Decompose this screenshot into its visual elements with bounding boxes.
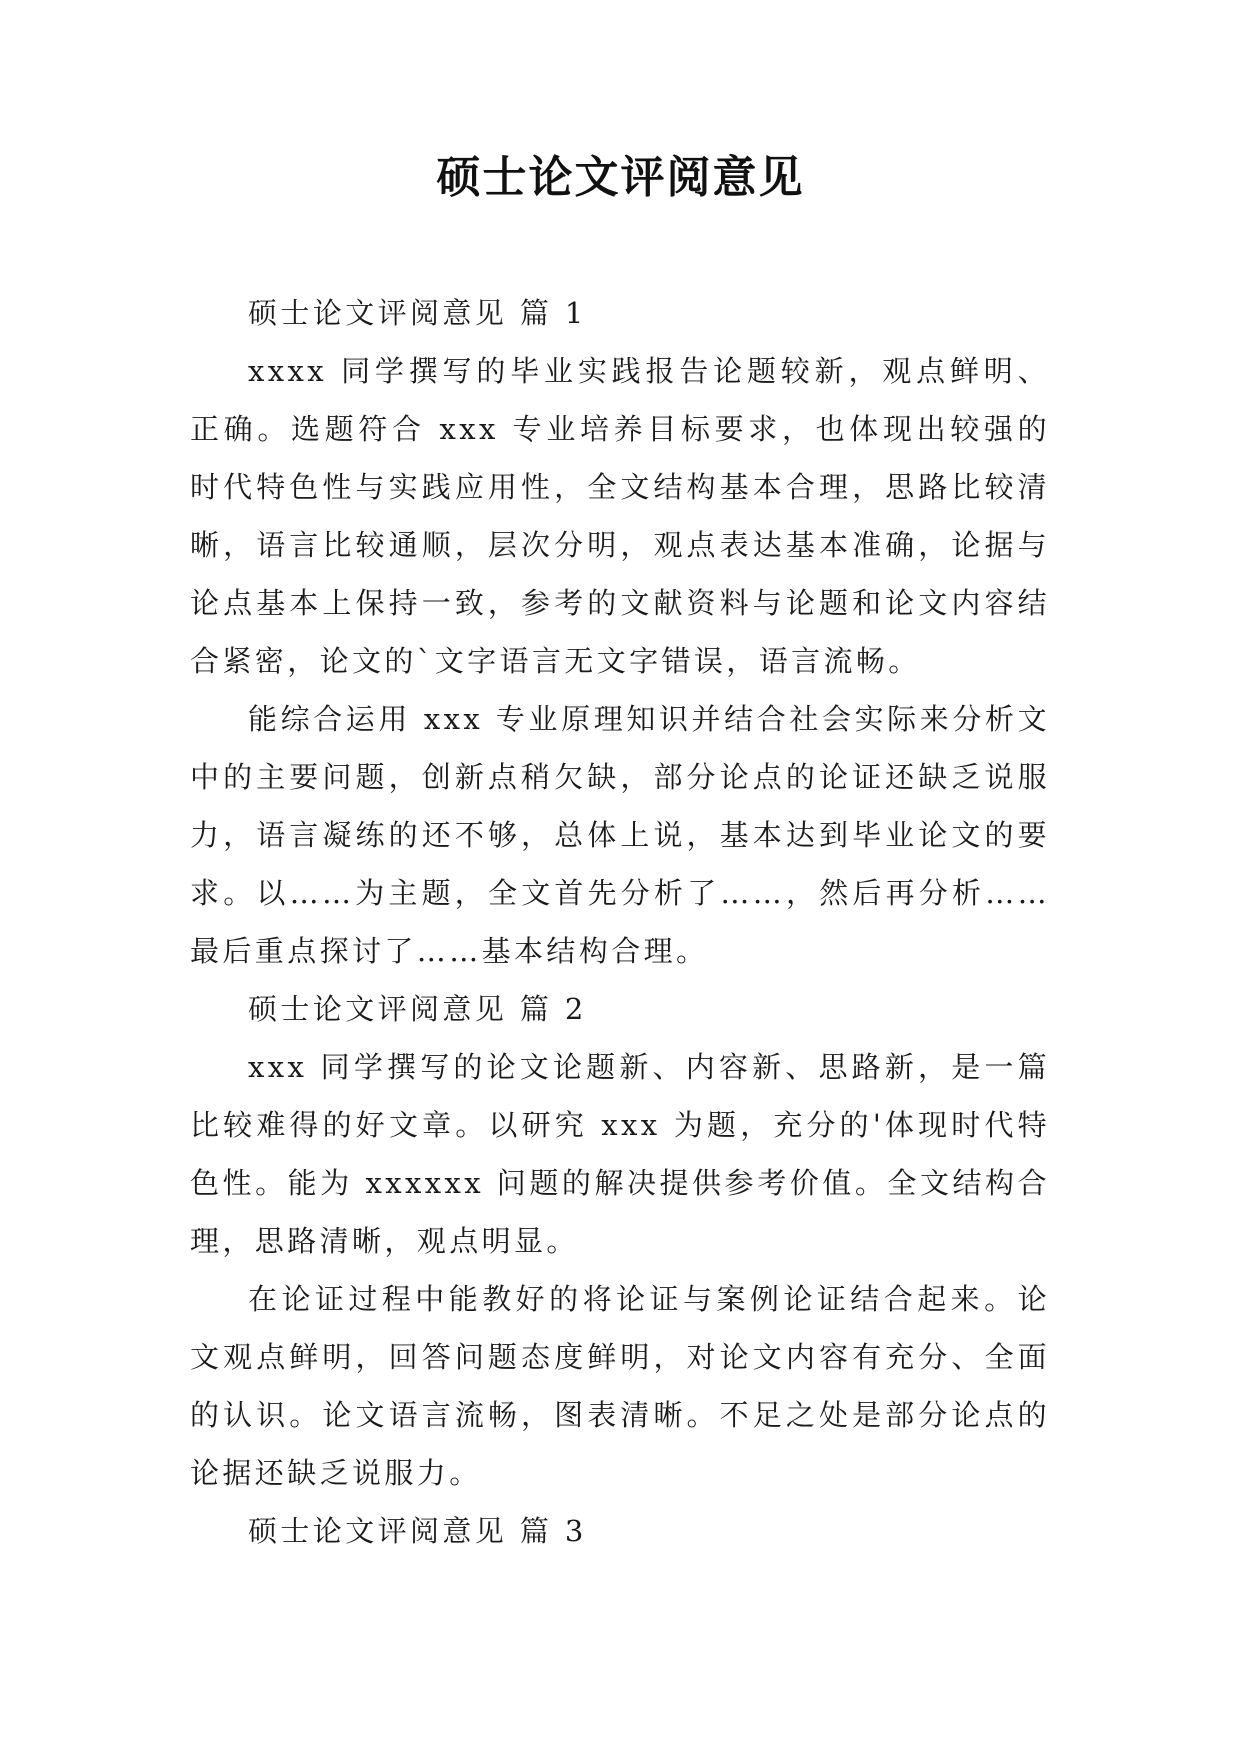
- section-heading-2: 硕士论文评阅意见 篇 2: [248, 992, 587, 1026]
- section-heading-3: 硕士论文评阅意见 篇 3: [248, 1514, 587, 1548]
- section-heading-1: 硕士论文评阅意见 篇 1: [248, 296, 587, 330]
- document-body: [190, 284, 1050, 1560]
- paragraph-3: xxx 同学撰写的论文论题新、内容新、思路新，是一篇比较难得的好文章。以研究 xxx 为题，充分的'体现时代特色性。能为 xxxxxx 问题的解决提供参考价值。全文结构合理，思路清晰，观点明显。: [190, 1050, 1050, 1258]
- paragraph-1: xxxx 同学撰写的毕业实践报告论题较新，观点鲜明、正确。选题符合 xxx 专业培养目标要求，也体现出较强的时代特色性与实践应用性，全文结构基本合理，思路比较清晰，语言比较通顺，层次分明，观点表达基本准确，论据与论点基本上保持一致，参考的文献资料与论题和论文内容结合紧密，论文的`文字语言无文字错误，语言流畅。: [190, 354, 1050, 678]
- paragraph-4: 在论证过程中能教好的将论证与案例论证结合起来。论文观点鲜明，回答问题态度鲜明，对论文内容有充分、全面的认识。论文语言流畅，图表清晰。不足之处是部分论点的论据还缺乏说服力。: [190, 1282, 1050, 1490]
- document-title: 硕士论文评阅意见: [436, 152, 805, 203]
- paragraph-2: 能综合运用 xxx 专业原理知识并结合社会实际来分析文中的主要问题，创新点稍欠缺，部分论点的论证还缺乏说服力，语言凝练的还不够，总体上说，基本达到毕业论文的要求。以……为主题，全文首先分析了……，然后再分析……最后重点探讨了……基本结构合理。: [190, 702, 1050, 968]
